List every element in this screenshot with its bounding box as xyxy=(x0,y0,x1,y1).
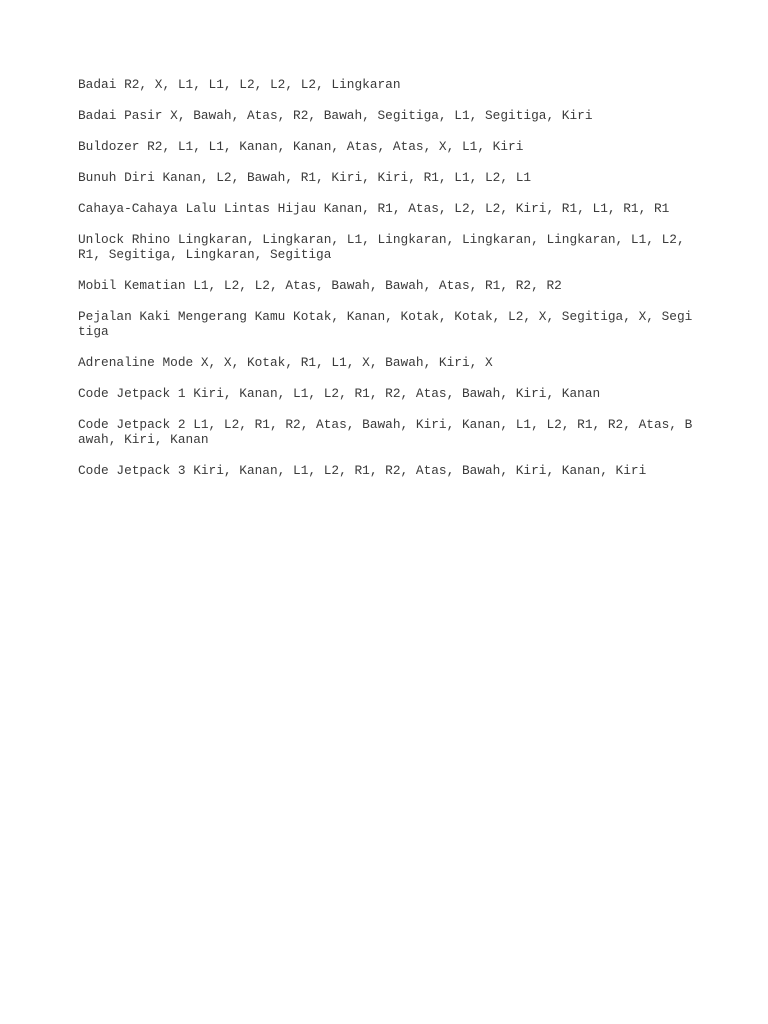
cheat-line-adrenaline-mode: Adrenaline Mode X, X, Kotak, R1, L1, X, Bawah, Kiri, X xyxy=(78,355,493,370)
cheat-line-badai-pasir: Badai Pasir X, Bawah, Atas, R2, Bawah, Segitiga, L1, Segitiga, Kiri xyxy=(78,108,593,123)
cheat-code-list xyxy=(78,77,698,494)
cheat-line-bunuh-diri: Bunuh Diri Kanan, L2, Bawah, R1, Kiri, Kiri, R1, L1, L2, L1 xyxy=(78,170,532,185)
cheat-line-cahaya-lalu-lintas: Cahaya-Cahaya Lalu Lintas Hijau Kanan, R1, Atas, L2, L2, Kiri, R1, L1, R1, R1 xyxy=(78,201,670,216)
cheat-line-jetpack-1: Code Jetpack 1 Kiri, Kanan, L1, L2, R1, R2, Atas, Bawah, Kiri, Kanan xyxy=(78,386,601,401)
cheat-line-mobil-kematian: Mobil Kematian L1, L2, L2, Atas, Bawah, Bawah, Atas, R1, R2, R2 xyxy=(78,278,562,293)
cheat-line-unlock-rhino: Unlock Rhino Lingkaran, Lingkaran, L1, Lingkaran, Lingkaran, Lingkaran, L1, L2, R1, Segitiga, Lingkaran, Segitiga xyxy=(78,232,685,262)
cheat-line-pejalan-kaki: Pejalan Kaki Mengerang Kamu Kotak, Kanan, Kotak, Kotak, L2, X, Segitiga, X, Segi tiga xyxy=(78,309,693,339)
cheat-line-badai: Badai R2, X, L1, L1, L2, L2, L2, Lingkaran xyxy=(78,77,401,92)
cheat-line-jetpack-3: Code Jetpack 3 Kiri, Kanan, L1, L2, R1, R2, Atas, Bawah, Kiri, Kanan, Kiri xyxy=(78,463,647,478)
cheat-line-buldozer: Buldozer R2, L1, L1, Kanan, Kanan, Atas, Atas, X, L1, Kiri xyxy=(78,139,524,154)
cheat-line-jetpack-2: Code Jetpack 2 L1, L2, R1, R2, Atas, Bawah, Kiri, Kanan, L1, L2, R1, R2, Atas, B awah, Kiri, Kanan xyxy=(78,417,693,447)
